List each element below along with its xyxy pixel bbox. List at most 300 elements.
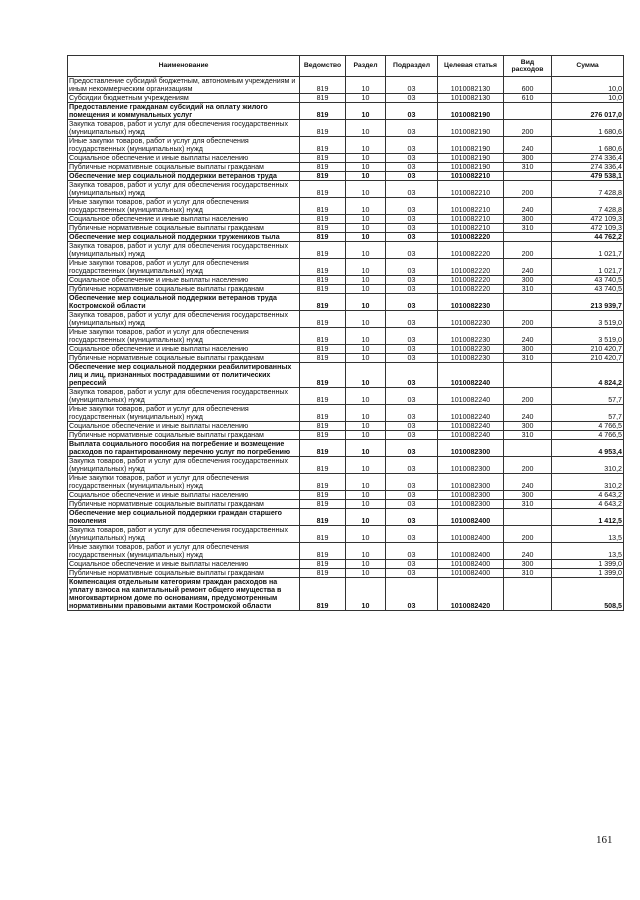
row-article: 1010082220 <box>438 276 504 285</box>
row-section: 10 <box>346 560 386 569</box>
row-subsection: 03 <box>386 224 438 233</box>
table-row <box>68 431 624 440</box>
row-kind: 200 <box>504 388 552 405</box>
table-row <box>68 259 624 276</box>
row-sum: 13,5 <box>552 526 624 543</box>
row-section: 10 <box>346 285 386 294</box>
row-sum: 1 399,0 <box>552 560 624 569</box>
row-dept: 819 <box>300 137 346 154</box>
table-body <box>68 77 624 611</box>
row-subsection: 03 <box>386 120 438 137</box>
row-section: 10 <box>346 181 386 198</box>
row-sum: 43 740,5 <box>552 285 624 294</box>
row-section: 10 <box>346 491 386 500</box>
budget-table <box>67 55 624 611</box>
table-row <box>68 328 624 345</box>
row-kind: 300 <box>504 345 552 354</box>
row-dept: 819 <box>300 328 346 345</box>
row-section: 10 <box>346 259 386 276</box>
row-section: 10 <box>346 474 386 491</box>
row-article: 1010082300 <box>438 474 504 491</box>
row-kind: 310 <box>504 500 552 509</box>
row-kind: 200 <box>504 181 552 198</box>
row-section: 10 <box>346 578 386 611</box>
row-name: Публичные нормативные социальные выплаты гражданам <box>68 163 300 172</box>
row-article: 1010082220 <box>438 285 504 294</box>
row-dept: 819 <box>300 259 346 276</box>
row-sum: 4 766,5 <box>552 422 624 431</box>
table-row <box>68 569 624 578</box>
row-article: 1010082230 <box>438 311 504 328</box>
row-kind <box>504 233 552 242</box>
row-kind: 300 <box>504 215 552 224</box>
row-subsection: 03 <box>386 154 438 163</box>
row-name: Иные закупки товаров, работ и услуг для обеспечения государственных (муниципальных) нужд <box>68 137 300 154</box>
row-name: Иные закупки товаров, работ и услуг для обеспечения государственных (муниципальных) нужд <box>68 405 300 422</box>
row-section: 10 <box>346 422 386 431</box>
row-kind: 240 <box>504 405 552 422</box>
header-section: Раздел <box>346 56 386 77</box>
row-section: 10 <box>346 94 386 103</box>
row-subsection: 03 <box>386 259 438 276</box>
row-sum: 276 017,0 <box>552 103 624 120</box>
table-row <box>68 172 624 181</box>
row-subsection: 03 <box>386 181 438 198</box>
row-article: 1010082210 <box>438 181 504 198</box>
row-section: 10 <box>346 276 386 285</box>
row-sum: 310,2 <box>552 474 624 491</box>
row-kind: 240 <box>504 137 552 154</box>
row-dept: 819 <box>300 163 346 172</box>
row-name: Закупка товаров, работ и услуг для обеспечения государственных (муниципальных) нужд <box>68 181 300 198</box>
row-sum: 1 680,6 <box>552 120 624 137</box>
row-name: Закупка товаров, работ и услуг для обеспечения государственных (муниципальных) нужд <box>68 388 300 405</box>
row-name: Предоставление субсидий бюджетным, автономным учреждениям и иным некоммерческим организациям <box>68 77 300 94</box>
row-dept: 819 <box>300 500 346 509</box>
page-number: 161 <box>596 834 613 846</box>
row-dept: 819 <box>300 405 346 422</box>
row-subsection: 03 <box>386 569 438 578</box>
row-article: 1010082190 <box>438 163 504 172</box>
row-article: 1010082300 <box>438 500 504 509</box>
row-section: 10 <box>346 509 386 526</box>
row-name: Закупка товаров, работ и услуг для обеспечения государственных (муниципальных) нужд <box>68 526 300 543</box>
row-sum: 1 021,7 <box>552 242 624 259</box>
row-subsection: 03 <box>386 345 438 354</box>
row-name: Социальное обеспечение и иные выплаты населению <box>68 345 300 354</box>
row-sum: 310,2 <box>552 457 624 474</box>
row-sum: 479 538,1 <box>552 172 624 181</box>
table-row <box>68 198 624 215</box>
row-article: 1010082240 <box>438 431 504 440</box>
row-section: 10 <box>346 120 386 137</box>
row-kind <box>504 103 552 120</box>
header-sum: Сумма <box>552 56 624 77</box>
row-sum: 10,0 <box>552 77 624 94</box>
row-section: 10 <box>346 500 386 509</box>
table-row <box>68 543 624 560</box>
row-article: 1010082400 <box>438 560 504 569</box>
header-article: Целевая статья <box>438 56 504 77</box>
table-row <box>68 285 624 294</box>
table-row <box>68 94 624 103</box>
row-subsection: 03 <box>386 215 438 224</box>
row-name: Иные закупки товаров, работ и услуг для обеспечения государственных (муниципальных) нужд <box>68 328 300 345</box>
row-section: 10 <box>346 163 386 172</box>
row-subsection: 03 <box>386 103 438 120</box>
table-row <box>68 294 624 311</box>
row-subsection: 03 <box>386 440 438 457</box>
table-row <box>68 224 624 233</box>
row-section: 10 <box>346 345 386 354</box>
row-article: 1010082220 <box>438 242 504 259</box>
table-row <box>68 77 624 94</box>
row-article: 1010082130 <box>438 77 504 94</box>
row-dept: 819 <box>300 422 346 431</box>
row-name: Иные закупки товаров, работ и услуг для обеспечения государственных (муниципальных) нужд <box>68 198 300 215</box>
row-sum: 1 680,6 <box>552 137 624 154</box>
row-article: 1010082240 <box>438 388 504 405</box>
row-kind: 200 <box>504 526 552 543</box>
row-subsection: 03 <box>386 172 438 181</box>
row-article: 1010082400 <box>438 569 504 578</box>
row-subsection: 03 <box>386 294 438 311</box>
row-subsection: 03 <box>386 163 438 172</box>
row-dept: 819 <box>300 242 346 259</box>
row-subsection: 03 <box>386 363 438 388</box>
row-name: Иные закупки товаров, работ и услуг для обеспечения государственных (муниципальных) нужд <box>68 259 300 276</box>
row-name: Социальное обеспечение и иные выплаты населению <box>68 491 300 500</box>
row-kind <box>504 294 552 311</box>
row-section: 10 <box>346 569 386 578</box>
row-kind <box>504 440 552 457</box>
row-section: 10 <box>346 526 386 543</box>
row-subsection: 03 <box>386 94 438 103</box>
row-article: 1010082210 <box>438 215 504 224</box>
row-name: Социальное обеспечение и иные выплаты населению <box>68 215 300 224</box>
row-sum: 7 428,8 <box>552 198 624 215</box>
row-sum: 3 519,0 <box>552 328 624 345</box>
table-row <box>68 242 624 259</box>
row-subsection: 03 <box>386 328 438 345</box>
row-dept: 819 <box>300 474 346 491</box>
row-sum: 4 824,2 <box>552 363 624 388</box>
row-section: 10 <box>346 198 386 215</box>
row-subsection: 03 <box>386 457 438 474</box>
table-row <box>68 578 624 611</box>
row-sum: 4 643,2 <box>552 500 624 509</box>
table-row <box>68 215 624 224</box>
row-name: Обеспечение мер социальной поддержки ветеранов труда <box>68 172 300 181</box>
row-name: Социальное обеспечение и иные выплаты населению <box>68 154 300 163</box>
row-article: 1010082300 <box>438 440 504 457</box>
table-header-row <box>68 56 624 77</box>
row-kind: 240 <box>504 259 552 276</box>
row-section: 10 <box>346 103 386 120</box>
row-sum: 1 399,0 <box>552 569 624 578</box>
row-name: Публичные нормативные социальные выплаты гражданам <box>68 500 300 509</box>
row-dept: 819 <box>300 431 346 440</box>
row-article: 1010082220 <box>438 233 504 242</box>
table-row <box>68 354 624 363</box>
table-row <box>68 311 624 328</box>
row-article: 1010082400 <box>438 543 504 560</box>
row-dept: 819 <box>300 181 346 198</box>
row-dept: 819 <box>300 578 346 611</box>
row-sum: 213 939,7 <box>552 294 624 311</box>
row-kind: 240 <box>504 198 552 215</box>
row-name: Иные закупки товаров, работ и услуг для обеспечения государственных (муниципальных) нужд <box>68 543 300 560</box>
row-dept: 819 <box>300 77 346 94</box>
row-section: 10 <box>346 215 386 224</box>
row-name: Закупка товаров, работ и услуг для обеспечения государственных (муниципальных) нужд <box>68 120 300 137</box>
row-article: 1010082240 <box>438 422 504 431</box>
row-dept: 819 <box>300 311 346 328</box>
header-name: Наименование <box>68 56 300 77</box>
row-kind: 200 <box>504 120 552 137</box>
row-sum: 274 336,4 <box>552 154 624 163</box>
row-article: 1010082300 <box>438 457 504 474</box>
row-article: 1010082190 <box>438 154 504 163</box>
row-article: 1010082130 <box>438 94 504 103</box>
row-subsection: 03 <box>386 77 438 94</box>
row-sum: 44 762,2 <box>552 233 624 242</box>
row-dept: 819 <box>300 198 346 215</box>
row-dept: 819 <box>300 294 346 311</box>
row-subsection: 03 <box>386 233 438 242</box>
row-article: 1010082210 <box>438 198 504 215</box>
row-sum: 210 420,7 <box>552 345 624 354</box>
header-kind: Вид расходов <box>504 56 552 77</box>
row-section: 10 <box>346 543 386 560</box>
row-dept: 819 <box>300 569 346 578</box>
row-dept: 819 <box>300 233 346 242</box>
row-dept: 819 <box>300 285 346 294</box>
row-subsection: 03 <box>386 543 438 560</box>
table-row <box>68 560 624 569</box>
row-subsection: 03 <box>386 137 438 154</box>
table-row <box>68 120 624 137</box>
row-sum: 10,0 <box>552 94 624 103</box>
row-section: 10 <box>346 294 386 311</box>
row-sum: 274 336,4 <box>552 163 624 172</box>
row-subsection: 03 <box>386 578 438 611</box>
row-section: 10 <box>346 233 386 242</box>
row-article: 1010082400 <box>438 509 504 526</box>
row-sum: 7 428,8 <box>552 181 624 198</box>
row-subsection: 03 <box>386 474 438 491</box>
row-article: 1010082400 <box>438 526 504 543</box>
row-kind: 310 <box>504 354 552 363</box>
row-kind: 610 <box>504 94 552 103</box>
row-section: 10 <box>346 328 386 345</box>
row-sum: 4 766,5 <box>552 431 624 440</box>
row-name: Обеспечение мер социальной поддержки тружеников тыла <box>68 233 300 242</box>
row-section: 10 <box>346 311 386 328</box>
row-sum: 43 740,5 <box>552 276 624 285</box>
row-kind <box>504 509 552 526</box>
row-dept: 819 <box>300 543 346 560</box>
row-section: 10 <box>346 242 386 259</box>
row-article: 1010082230 <box>438 328 504 345</box>
table-row <box>68 526 624 543</box>
table-row <box>68 163 624 172</box>
table-row <box>68 181 624 198</box>
row-kind: 300 <box>504 560 552 569</box>
table-row <box>68 491 624 500</box>
row-subsection: 03 <box>386 405 438 422</box>
row-kind: 240 <box>504 543 552 560</box>
row-dept: 819 <box>300 276 346 285</box>
row-sum: 508,5 <box>552 578 624 611</box>
row-article: 1010082190 <box>438 103 504 120</box>
row-article: 1010082230 <box>438 294 504 311</box>
table-row <box>68 388 624 405</box>
row-article: 1010082210 <box>438 224 504 233</box>
row-dept: 819 <box>300 509 346 526</box>
row-kind: 300 <box>504 491 552 500</box>
table-row <box>68 422 624 431</box>
header-dept: Ведомство <box>300 56 346 77</box>
row-subsection: 03 <box>386 509 438 526</box>
row-kind: 300 <box>504 422 552 431</box>
table-row <box>68 154 624 163</box>
row-subsection: 03 <box>386 276 438 285</box>
row-dept: 819 <box>300 120 346 137</box>
row-subsection: 03 <box>386 354 438 363</box>
row-sum: 1 021,7 <box>552 259 624 276</box>
row-kind <box>504 363 552 388</box>
row-kind: 240 <box>504 328 552 345</box>
row-name: Публичные нормативные социальные выплаты гражданам <box>68 224 300 233</box>
row-name: Публичные нормативные социальные выплаты гражданам <box>68 354 300 363</box>
table-row <box>68 103 624 120</box>
row-dept: 819 <box>300 154 346 163</box>
row-dept: 819 <box>300 440 346 457</box>
row-name: Социальное обеспечение и иные выплаты населению <box>68 422 300 431</box>
row-article: 1010082230 <box>438 354 504 363</box>
row-subsection: 03 <box>386 560 438 569</box>
table-row <box>68 137 624 154</box>
row-kind: 240 <box>504 474 552 491</box>
table-row <box>68 233 624 242</box>
row-article: 1010082230 <box>438 345 504 354</box>
row-kind: 200 <box>504 457 552 474</box>
row-name: Закупка товаров, работ и услуг для обеспечения государственных (муниципальных) нужд <box>68 311 300 328</box>
row-dept: 819 <box>300 215 346 224</box>
table-row <box>68 405 624 422</box>
row-article: 1010082190 <box>438 137 504 154</box>
row-name: Выплата социального пособия на погребение и возмещение расходов по гарантированному перечню услуг по погребению <box>68 440 300 457</box>
row-name: Публичные нормативные социальные выплаты гражданам <box>68 285 300 294</box>
row-name: Субсидии бюджетным учреждениям <box>68 94 300 103</box>
row-sum: 1 412,5 <box>552 509 624 526</box>
row-name: Социальное обеспечение и иные выплаты населению <box>68 276 300 285</box>
row-dept: 819 <box>300 103 346 120</box>
row-dept: 819 <box>300 172 346 181</box>
row-sum: 13,5 <box>552 543 624 560</box>
row-subsection: 03 <box>386 388 438 405</box>
row-subsection: 03 <box>386 491 438 500</box>
row-article: 1010082300 <box>438 491 504 500</box>
row-name: Обеспечение мер социальной поддержки ветеранов труда Костромской области <box>68 294 300 311</box>
row-name: Обеспечение мер социальной поддержки граждан старшего поколения <box>68 509 300 526</box>
row-dept: 819 <box>300 363 346 388</box>
row-section: 10 <box>346 154 386 163</box>
row-section: 10 <box>346 457 386 474</box>
row-section: 10 <box>346 440 386 457</box>
row-name: Публичные нормативные социальные выплаты гражданам <box>68 431 300 440</box>
row-subsection: 03 <box>386 285 438 294</box>
row-name: Закупка товаров, работ и услуг для обеспечения государственных (муниципальных) нужд <box>68 457 300 474</box>
row-section: 10 <box>346 363 386 388</box>
table-row <box>68 474 624 491</box>
row-subsection: 03 <box>386 526 438 543</box>
row-name: Обеспечение мер социальной поддержки реабилитированных лиц и лиц, признанных пострадавшими от политических репрессий <box>68 363 300 388</box>
row-dept: 819 <box>300 560 346 569</box>
row-kind: 200 <box>504 242 552 259</box>
row-sum: 4 643,2 <box>552 491 624 500</box>
row-section: 10 <box>346 224 386 233</box>
row-name: Публичные нормативные социальные выплаты гражданам <box>68 569 300 578</box>
row-sum: 57,7 <box>552 405 624 422</box>
row-dept: 819 <box>300 526 346 543</box>
row-sum: 210 420,7 <box>552 354 624 363</box>
table-row <box>68 276 624 285</box>
row-kind <box>504 578 552 611</box>
row-section: 10 <box>346 388 386 405</box>
row-dept: 819 <box>300 354 346 363</box>
row-section: 10 <box>346 431 386 440</box>
row-kind: 310 <box>504 431 552 440</box>
row-name: Закупка товаров, работ и услуг для обеспечения государственных (муниципальных) нужд <box>68 242 300 259</box>
row-kind: 300 <box>504 154 552 163</box>
row-kind: 310 <box>504 285 552 294</box>
table-row <box>68 363 624 388</box>
row-kind: 200 <box>504 311 552 328</box>
row-subsection: 03 <box>386 431 438 440</box>
row-section: 10 <box>346 137 386 154</box>
row-kind <box>504 172 552 181</box>
row-sum: 4 953,4 <box>552 440 624 457</box>
table-row <box>68 457 624 474</box>
row-kind: 310 <box>504 224 552 233</box>
row-kind: 310 <box>504 569 552 578</box>
row-subsection: 03 <box>386 311 438 328</box>
row-subsection: 03 <box>386 242 438 259</box>
row-kind: 310 <box>504 163 552 172</box>
row-section: 10 <box>346 77 386 94</box>
row-article: 1010082240 <box>438 363 504 388</box>
table-row <box>68 500 624 509</box>
row-dept: 819 <box>300 224 346 233</box>
table-row <box>68 509 624 526</box>
row-article: 1010082220 <box>438 259 504 276</box>
table-row <box>68 345 624 354</box>
row-subsection: 03 <box>386 422 438 431</box>
row-name: Компенсация отдельным категориям граждан расходов на уплату взноса на капитальный ремонт общего имущества в многоквартирном доме по основаниям, предусмотренным нормативными правовыми актами Костромской области <box>68 578 300 611</box>
row-dept: 819 <box>300 345 346 354</box>
row-name: Предоставление гражданам субсидий на оплату жилого помещения и коммунальных услуг <box>68 103 300 120</box>
row-article: 1010082190 <box>438 120 504 137</box>
row-section: 10 <box>346 172 386 181</box>
row-article: 1010082210 <box>438 172 504 181</box>
row-article: 1010082240 <box>438 405 504 422</box>
row-dept: 819 <box>300 388 346 405</box>
row-sum: 3 519,0 <box>552 311 624 328</box>
row-sum: 472 109,3 <box>552 224 624 233</box>
row-kind: 600 <box>504 77 552 94</box>
